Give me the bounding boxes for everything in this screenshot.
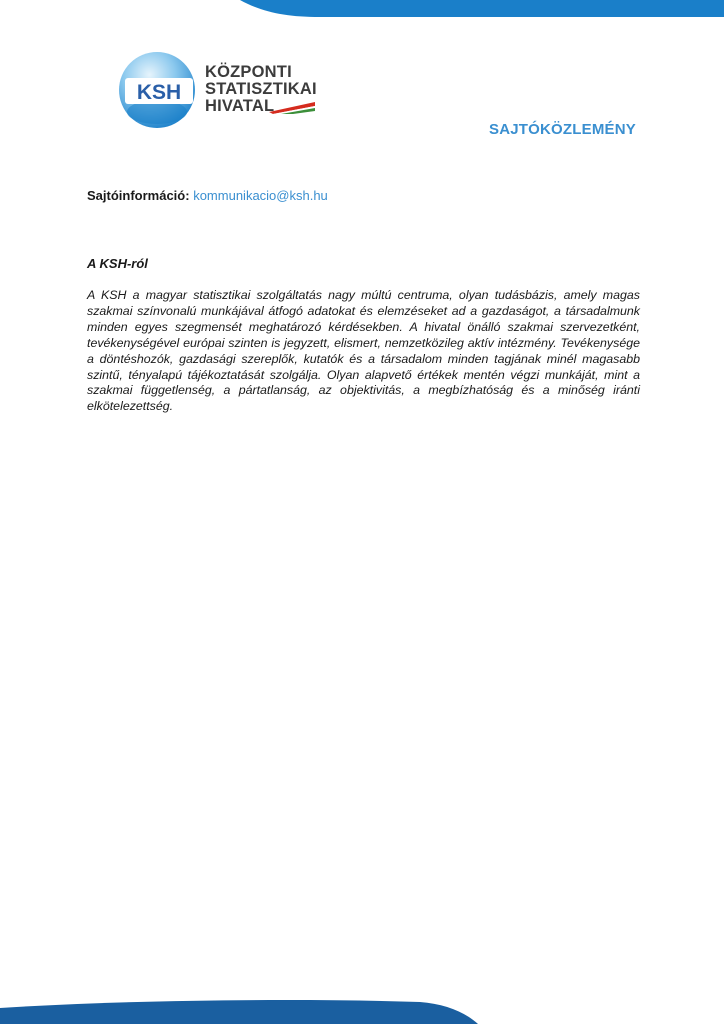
logo-abbreviation: KSH — [136, 81, 182, 104]
ksh-logo — [117, 50, 317, 134]
press-email-link[interactable]: kommunikacio@ksh.hu — [193, 188, 328, 203]
logo-globe-icon — [117, 50, 201, 134]
about-heading: A KSH-ról — [87, 256, 148, 271]
document-type-title: SAJTÓKÖZLEMÉNY — [489, 121, 636, 138]
logo-line-3: HIVATAL — [205, 97, 275, 115]
press-info-line — [87, 188, 328, 203]
bottom-decorative-band — [0, 998, 724, 1024]
logo-line-1: KÖZPONTI — [205, 63, 292, 81]
logo-flag-swoosh-icon — [269, 102, 315, 114]
about-paragraph: A KSH a magyar statisztikai szolgáltatás nagy múltú centruma, olyan tudásbázis, amely magas szakmai színvonalú munkájával átfogó adatokat és elemzéseket ad a gazdaságot, a társadalmunk minden egyes szegmensét meghatározó kérdésekben. A hivatal önálló szakmai szervezetként, tevékenységével európai szinten is jegyzett, elismert, nemzetközileg aktív intézmény. Tevékenysége a döntéshozók, gazdasági szereplők, kutatók és a társadalom minden tagjának minél magasabb szintű, tényalapú tájékoztatását szolgálja. Olyan alapvető értékek mentén végzi munkáját, mint a szakmai függetlenség, a pártatlanság, az objektivitás, a megbízhatóság és a minőség iránti elkötelezettség. — [87, 288, 640, 414]
press-info-label: Sajtóinformáció: — [87, 188, 190, 203]
top-decorative-band — [0, 0, 724, 20]
logo-line-2: STATISZTIKAI — [205, 80, 317, 98]
